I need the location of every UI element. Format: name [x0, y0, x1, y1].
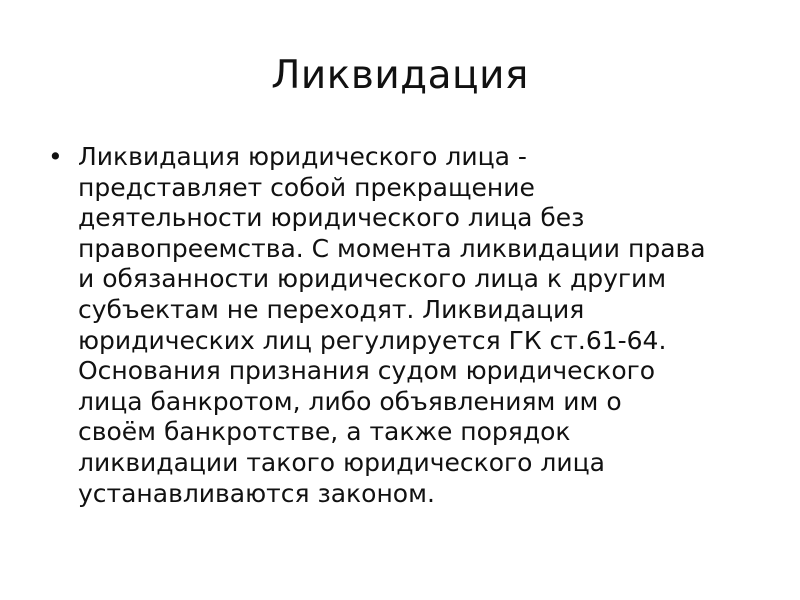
- bullet-line: правопреемства. С момента ликвидации права: [78, 233, 706, 263]
- bullet-line: деятельности юридического лица без: [78, 203, 585, 233]
- bullet-item: [48, 142, 768, 509]
- bullet-line: и обязанности юридического лица к другим: [78, 264, 667, 294]
- slide-title: Ликвидация: [271, 53, 529, 98]
- bullet-marker: •: [48, 142, 63, 171]
- bullet-line: устанавливаются законом.: [78, 478, 435, 508]
- bullet-line: ликвидации такого юридического лица: [78, 447, 605, 477]
- bullet-line: представляет собой прекращение: [78, 172, 535, 202]
- bullet-line: лица банкротом, либо объявлениям им о: [78, 386, 622, 416]
- bullet-line: Ликвидация юридического лица -: [78, 142, 527, 171]
- bullet-line: своём банкротстве, а также порядок: [78, 417, 571, 447]
- bullet-list: [48, 142, 768, 509]
- bullet-line: юридических лиц регулируется ГК ст.61-64.: [78, 325, 667, 355]
- bullet-line: Основания признания судом юридического: [78, 356, 656, 386]
- bullet-text: [78, 142, 768, 509]
- bullet-line: субъектам не переходят. Ликвидация: [78, 294, 585, 324]
